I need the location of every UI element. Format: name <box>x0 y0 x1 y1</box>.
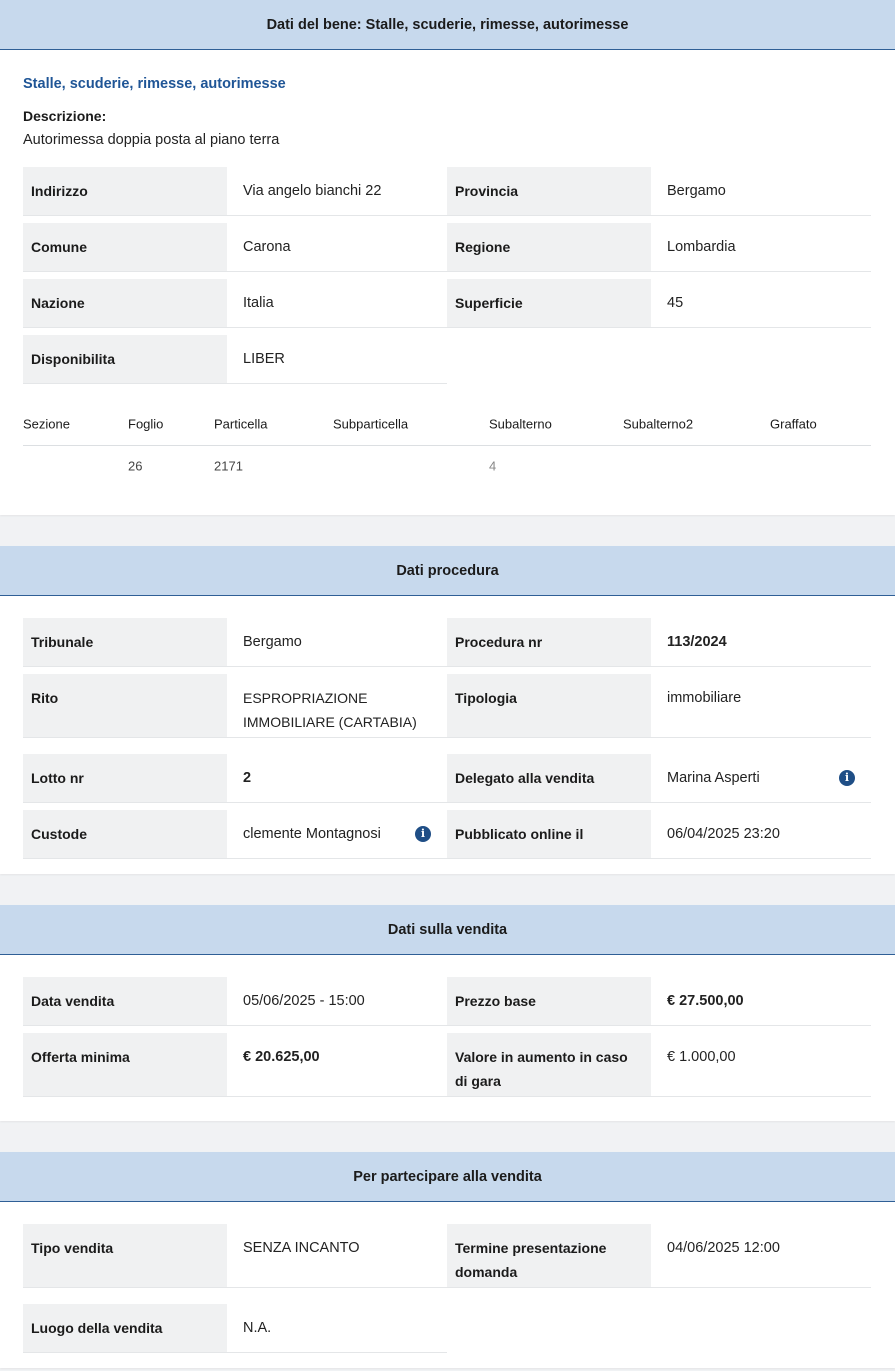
field-comune <box>23 223 447 272</box>
field-offerta-minima <box>23 1033 447 1097</box>
catasto-col-graffato: Graffato <box>770 416 817 431</box>
card-dati-procedura <box>0 546 895 874</box>
card-partecipare <box>0 1152 895 1368</box>
field-label: Custode <box>23 810 227 859</box>
field-label: Data vendita <box>23 977 227 1026</box>
field-value: Lombardia <box>651 223 871 272</box>
field-value <box>651 754 871 803</box>
field-label: Regione <box>447 223 651 272</box>
field-disponibilita <box>23 335 447 384</box>
info-icon[interactable]: i <box>415 826 431 842</box>
field-value: Italia <box>227 279 447 328</box>
card-header-dati-vendita: Dati sulla vendita <box>0 905 895 955</box>
field-label: Termine presentazione domanda <box>447 1224 651 1288</box>
field-value: 06/04/2025 23:20 <box>651 810 871 859</box>
field-label: Rito <box>23 674 227 738</box>
field-value: 113/2024 <box>651 618 871 667</box>
field-label: Provincia <box>447 167 651 216</box>
field-pubblicato <box>447 810 871 859</box>
field-value <box>227 810 447 859</box>
field-label: Tribunale <box>23 618 227 667</box>
catasto-header-row <box>23 402 871 446</box>
field-luogo-vendita <box>23 1304 447 1353</box>
field-label: Tipo vendita <box>23 1224 227 1288</box>
row-offerta-aumento <box>23 1033 871 1097</box>
row-tribunale-procedura <box>23 618 871 667</box>
field-label: Superficie <box>447 279 651 328</box>
catasto-cell-foglio: 26 <box>128 458 143 474</box>
row-lotto-delegato <box>23 754 871 803</box>
field-label: Indirizzo <box>23 167 227 216</box>
field-label: Offerta minima <box>23 1033 227 1097</box>
field-value: € 27.500,00 <box>651 977 871 1026</box>
field-value: Carona <box>227 223 447 272</box>
field-delegato <box>447 754 871 803</box>
catasto-col-particella: Particella <box>214 416 268 431</box>
field-label: Nazione <box>23 279 227 328</box>
field-data-vendita <box>23 977 447 1026</box>
catasto-col-subparticella: Subparticella <box>333 416 409 431</box>
field-value: ESPROPRIAZIONE IMMOBILIARE (CARTABIA) <box>227 674 447 738</box>
row-custode-pubblicato <box>23 810 871 859</box>
field-value: 05/06/2025 - 15:00 <box>227 977 447 1026</box>
description-label: Descrizione: <box>23 108 107 124</box>
field-regione <box>447 223 871 272</box>
field-value: N.A. <box>227 1304 447 1353</box>
catasto-col-subalterno: Subalterno <box>489 416 552 431</box>
field-label: Prezzo base <box>447 977 651 1026</box>
field-rito <box>23 674 447 738</box>
catasto-cell-subalterno: 4 <box>489 458 497 474</box>
field-indirizzo <box>23 167 447 216</box>
catasto-col-subalterno2: Subalterno2 <box>623 416 694 431</box>
row-rito-tipologia <box>23 674 871 738</box>
field-prezzo-base <box>447 977 871 1026</box>
card-header-dati-bene: Dati del bene: Stalle, scuderie, rimesse, autorimesse <box>0 0 895 50</box>
catasto-col-sezione: Sezione <box>23 416 70 431</box>
field-label: Delegato alla vendita <box>447 754 651 803</box>
field-value: Bergamo <box>651 167 871 216</box>
row-indirizzo-provincia <box>23 167 871 216</box>
card-dati-vendita <box>0 905 895 1121</box>
field-tipologia <box>447 674 871 738</box>
field-value: immobiliare <box>651 674 871 738</box>
field-provincia <box>447 167 871 216</box>
card-header-partecipare: Per partecipare alla vendita <box>0 1152 895 1202</box>
field-value: 2 <box>227 754 447 803</box>
row-nazione-superficie <box>23 279 871 328</box>
field-value: Via angelo bianchi 22 <box>227 167 447 216</box>
field-custode <box>23 810 447 859</box>
field-label: Pubblicato online il <box>447 810 651 859</box>
field-superficie <box>447 279 871 328</box>
row-disponibilita <box>23 335 871 384</box>
field-value: € 1.000,00 <box>651 1033 871 1097</box>
card-dati-bene <box>0 0 895 515</box>
catasto-col-foglio: Foglio <box>128 416 164 431</box>
field-tribunale <box>23 618 447 667</box>
field-label: Procedura nr <box>447 618 651 667</box>
field-label: Luogo della vendita <box>23 1304 227 1353</box>
field-procedura-nr <box>447 618 871 667</box>
field-lotto <box>23 754 447 803</box>
row-tipo-termine <box>23 1224 871 1288</box>
field-valore-aumento <box>447 1033 871 1097</box>
field-label: Lotto nr <box>23 754 227 803</box>
field-label: Comune <box>23 223 227 272</box>
info-icon[interactable]: i <box>839 770 855 786</box>
row-luogo <box>23 1304 871 1353</box>
custode-name: clemente Montagnosi <box>243 826 381 842</box>
field-value: 45 <box>651 279 871 328</box>
field-value: Bergamo <box>227 618 447 667</box>
row-comune-regione <box>23 223 871 272</box>
table-row <box>23 446 871 486</box>
card-header-dati-procedura: Dati procedura <box>0 546 895 596</box>
field-label: Disponibilita <box>23 335 227 384</box>
delegato-name: Marina Asperti <box>667 770 760 786</box>
field-label: Tipologia <box>447 674 651 738</box>
field-termine-presentazione <box>447 1224 871 1288</box>
bene-subtitle: Stalle, scuderie, rimesse, autorimesse <box>23 76 286 92</box>
field-value: 04/06/2025 12:00 <box>651 1224 871 1288</box>
field-value: SENZA INCANTO <box>227 1224 447 1288</box>
catasto-table <box>23 402 871 486</box>
row-data-prezzo <box>23 977 871 1026</box>
field-value: € 20.625,00 <box>227 1033 447 1097</box>
field-label: Valore in aumento in caso di gara <box>447 1033 651 1097</box>
catasto-cell-particella: 2171 <box>214 458 243 474</box>
field-value: LIBER <box>227 335 447 384</box>
field-nazione <box>23 279 447 328</box>
field-tipo-vendita <box>23 1224 447 1288</box>
description-text: Autorimessa doppia posta al piano terra <box>23 132 280 148</box>
